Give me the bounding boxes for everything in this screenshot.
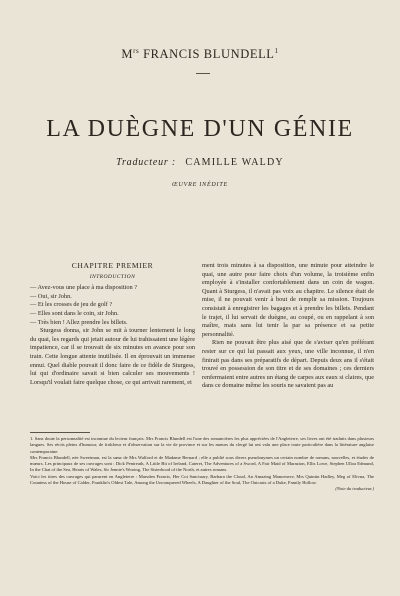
footnote-signature: (Note du traducteur.) bbox=[335, 486, 374, 492]
left-paragraph: — Oui, sir John. bbox=[30, 292, 72, 300]
left-paragraph: — Elles sont dans le coin, sir John. bbox=[30, 309, 119, 317]
page-title: LA DUÈGNE D'UN GÉNIE bbox=[46, 116, 354, 142]
translator-line bbox=[0, 157, 400, 168]
footnote: Voici les titres des ouvrages qui parurent en Angleterre : Marsden Francis, Her Cot Sanctuary, Barbara the Cloud, An Amazing Manoeuvre, Mrs Quintin Hadley, Meg of Elivna, The Countess of the House of Calder, Franklin's Oldest Tale, Among the Unconquered Wheels, A Daughter of the Soul, The Outcasts of a Duke, Family Hollow. bbox=[30, 473, 374, 486]
footnotes bbox=[30, 436, 374, 493]
title-divider bbox=[196, 73, 210, 74]
author-line bbox=[0, 47, 400, 62]
author-note-mark: 1 bbox=[274, 47, 279, 55]
translator-name: CAMILLE WALDY bbox=[185, 157, 284, 168]
work-label: ŒUVRE INÉDITE bbox=[172, 182, 228, 188]
footnote: 1. Sans doute la personnalité est inconnue du lecteur français. Mrs Francis Blundell est l'une des romancières les plus appréciées de l'Angleterre, ses livres ont été traduits dans plusieurs langues. Ses récits pleins d'humour, de fraîcheur et d'observation sur la vie de province et sur les mœurs du clergé lui ont valu une place toute particulière dans la littérature anglaise contemporaine. bbox=[30, 436, 374, 454]
chapter-heading: CHAPITRE PREMIER bbox=[71, 261, 154, 270]
right-paragraph: Rien ne pouvait être plus aisé que de s'aviser qu'en préférant rester sur ce qui lui passait aux yeux, une ville inconnue, il n'en finirait pas dans ses préparatifs de départ. Depuis deux ans il s'était trouvé en possession de son titre et de ses domaines ; ces derniers renfermaient entre autres un étang de carpes aux eaux si claires, que dans ce domaine même les souris ne savaient pas au bbox=[202, 339, 374, 390]
footnote-divider bbox=[30, 432, 90, 433]
translator-label: Traducteur : bbox=[116, 157, 177, 168]
left-column bbox=[30, 262, 195, 387]
footnote: Mrs Francis Blundell, née Sweetman, est la sœur de Mrs Walford et de Madame Bernard ; elle a publié sous divers pseudonymes un certain nombre de romans, nouvelles, et études de mœurs. Les principaux de ses ouvrages sont : Dick Pentreath, A Little Bit of Ireland, Cateret, The Adventures of a Sword, A Fair Maid of Marazion, Ellis Lowe, Stephen Ulloa Edmund, In the Chat of the Sea, Hearts of Wales, Sir Jennie's Wooing, The Sisterhood of the North, et autres romans. bbox=[30, 454, 374, 473]
left-paragraph: Sturgess donna, sir John se mit à tourner lentement le long du quai, les regards qui jetait autour de lui trahissaient une légère impatience, car il se trouvait de six minutes en avance pour son train. Cette longue attente inutilisée. Il en éprouvait un immense ennui. Quel diable pouvait il donc faire de ce fidèle de Sturgess, lui qui d'ordinaire savait si bien calculer ses mouvements ! Lorsqu'il voulait faire quelque chose, ce qui arrivait rarement, et bbox=[30, 327, 195, 386]
right-column bbox=[202, 262, 374, 391]
author-name: FRANCIS BLUNDELL bbox=[143, 47, 275, 62]
left-paragraph: — Très bien ! Allez prendre les billets. bbox=[30, 318, 128, 326]
left-paragraph: — Et les crosses de jeu de golf ? bbox=[30, 301, 113, 309]
author-prefix-sup: rs bbox=[133, 47, 140, 55]
chapter-subtitle: INTRODUCTION bbox=[89, 273, 136, 280]
left-paragraph: — Avez-vous une place à ma disposition ? bbox=[30, 284, 138, 292]
author-prefix: M bbox=[121, 47, 134, 62]
right-paragraph: ment trois minutes à sa disposition, une minute pour atteindre le quai, une autre pour faire choix d'un volume, la troisième enfin employée à s'installer confortablement dans un coin de wagon. Quant à Sturgess, il n'avait pas voix au chapitre. Le silence était de mise, il ne pouvait venir à bout de remplir sa mission. Toujours consistait à enregistrer les bagages et à prendre les billets. Pendant le trajet, il lui servait de duègne, au coupé, ou en rappelant à son maître, mais sans lui tenir la par sa présence et sa petite personnalité. bbox=[202, 262, 374, 338]
